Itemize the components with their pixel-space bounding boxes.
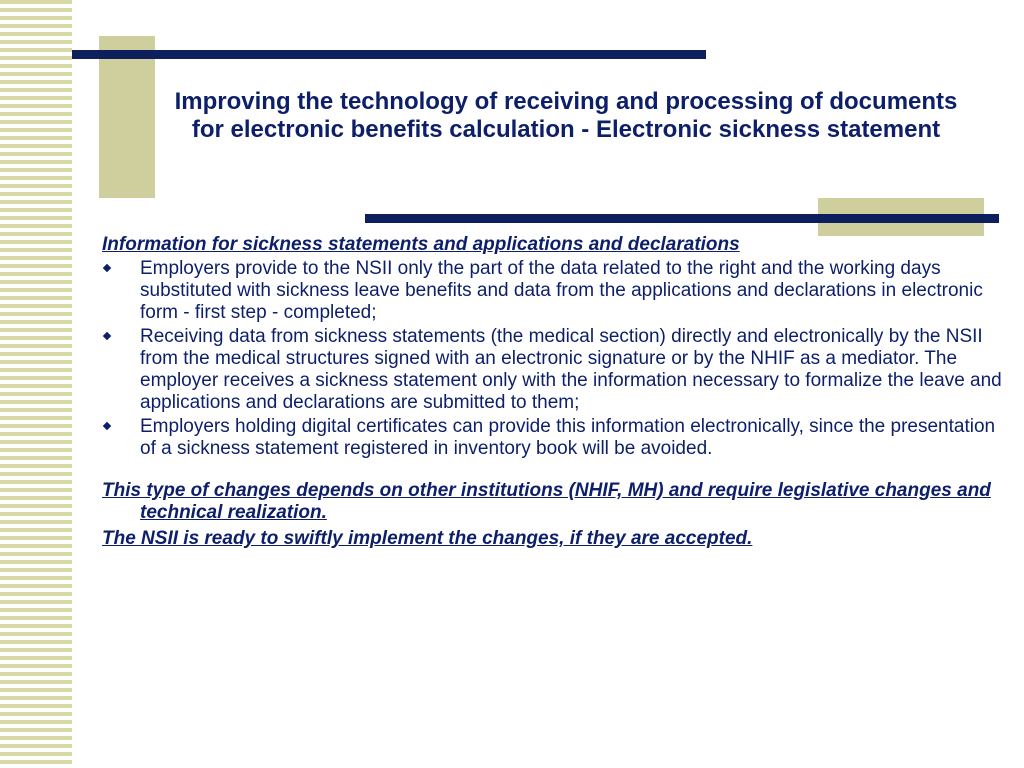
note-readiness: The NSII is ready to swiftly implement the changes, if they are accepted. — [102, 528, 753, 549]
diamond-bullet-icon — [103, 264, 111, 272]
diamond-bullet-icon — [103, 332, 111, 340]
navy-bar-divider — [365, 214, 999, 223]
striped-side-decoration — [0, 0, 72, 768]
bullet-text: Employers holding digital certificates can provide this information electronically, since the presentation of a sickness statement registered in inventory book will be avoided. — [140, 416, 996, 459]
slide-title: Improving the technology of receiving and processing of documents for electronic benefits calculation - Electronic sickness statement — [174, 88, 958, 143]
bullet-item — [102, 326, 1002, 414]
navy-bar-top — [72, 50, 706, 59]
bullet-text: Receiving data from sickness statements (the medical section) directly and electronically by the NSII from the medical structures signed with an electronic signature or by the NHIF as a mediator. The employer receives a sickness statement only with the information necessary to formalize the leave and applications and declarations are submitted to them; — [140, 326, 1002, 413]
notes-section — [102, 480, 1002, 550]
bullet-list — [102, 258, 1002, 460]
section-heading: Information for sickness statements and applications and declarations — [102, 234, 740, 255]
note-dependencies: This type of changes depends on other institutions (NHIF, MH) and require legislative changes and technical realization. — [102, 480, 991, 523]
bullet-item — [102, 416, 1002, 460]
diamond-bullet-icon — [103, 422, 111, 430]
bullet-text: Employers provide to the NSII only the part of the data related to the right and the working days substituted with sickness leave benefits and data from the applications and declarations in electronic form - first step - completed; — [140, 258, 983, 323]
beige-accent-block-left — [99, 36, 155, 198]
slide-body — [102, 234, 1002, 554]
bullet-item — [102, 258, 1002, 324]
